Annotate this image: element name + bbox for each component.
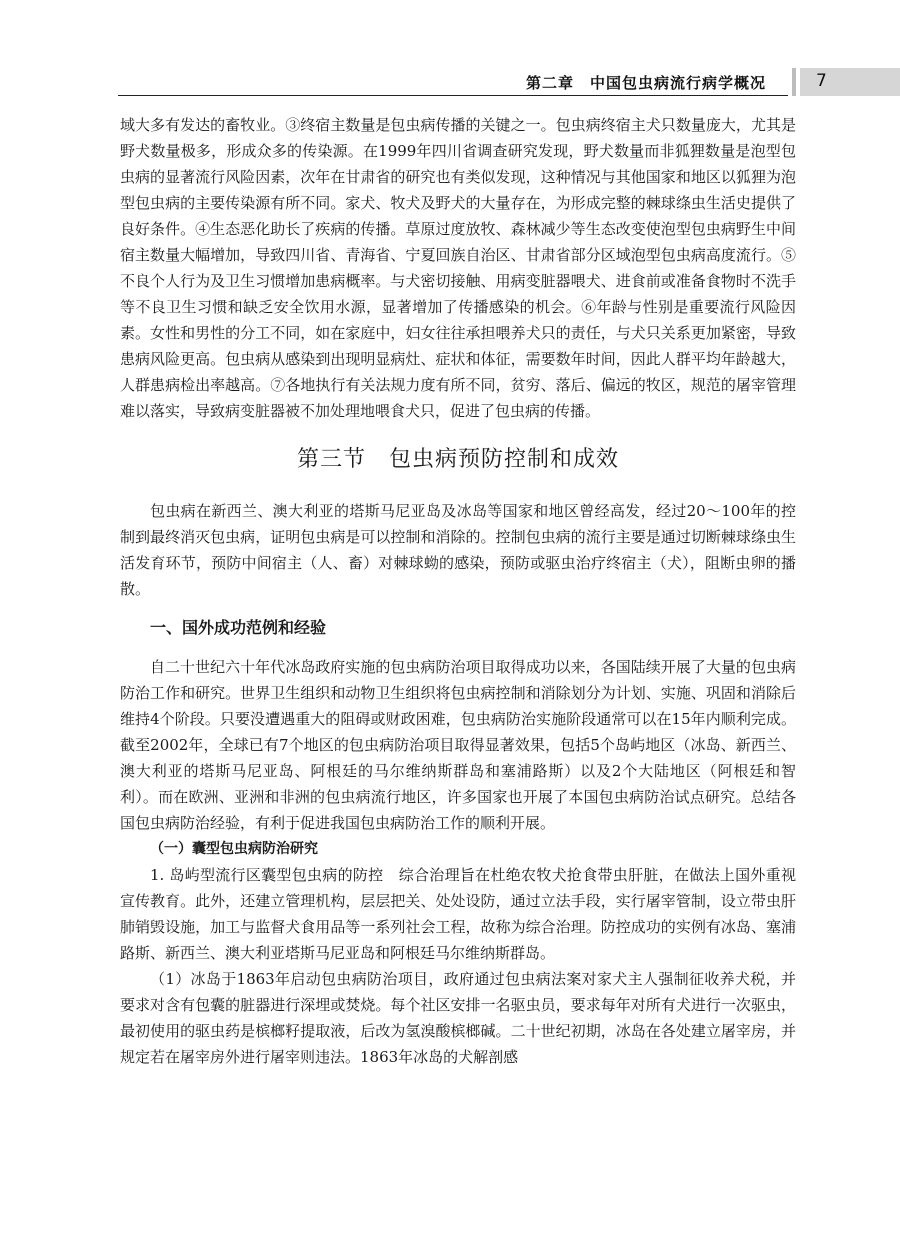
- subheading: 一、国外成功范例和经验: [150, 618, 327, 637]
- running-header: [0, 64, 900, 98]
- sub-subheading: （一）囊型包虫病防治研究: [150, 841, 318, 857]
- section-title: 第三节 包虫病预防控制和成效: [296, 447, 619, 472]
- page-tab-separator: [792, 68, 796, 96]
- chapter-title: 第二章 中国包虫病流行病学概况: [525, 74, 766, 92]
- body-paragraph: 包虫病在新西兰、澳大利亚的塔斯马尼亚岛及冰岛等国家和地区曾经高发，经过20～100年的控制到最终消灭包虫病，证明包虫病是可以控制和消除的。控制包虫病的流行主要是通过切断棘球绦虫生活发育环节，预防中间宿主（人、畜）对棘球蚴的感染，预防或驱虫治疗终宿主（犬），阻断虫卵的播散。: [120, 502, 796, 598]
- body-paragraph: 1. 岛屿型流行区囊型包虫病的防控 综合治理旨在杜绝农牧犬抢食带虫肝脏，在做法上国外重视宣传教育。此外，还建立管理机构，层层把关、处处设防，通过立法手段，实行屠宰管制，设立带虫肝肺销毁设施，加工与监督犬食用品等一系列社会工程，故称为综合治理。防控成功的实例有冰岛、塞浦路斯、新西兰、澳大利亚塔斯马尼亚岛和阿根廷马尔维纳斯群岛。: [120, 866, 796, 962]
- body-paragraph: 自二十世纪六十年代冰岛政府实施的包虫病防治项目取得成功以来，各国陆续开展了大量的包虫病防治工作和研究。世界卫生组织和动物卫生组织将包虫病控制和消除划分为计划、实施、巩固和消除后维持4个阶段。只要没遭遇重大的阻碍或财政困难，包虫病防治实施阶段通常可以在15年内顺利完成。截至2002年，全球已有7个地区的包虫病防治项目取得显著效果，包括5个岛屿地区（冰岛、新西兰、澳大利亚的塔斯马尼亚岛、阿根廷的马尔维纳斯群岛和塞浦路斯）以及2个大陆地区（阿根廷和智利）。而在欧洲、亚洲和非洲的包虫病流行地区，许多国家也开展了本国包虫病防治试点研究。总结各国包虫病防治经验，有利于促进我国包虫病防治工作的顺利开展。: [120, 658, 796, 832]
- body-paragraph: （1）冰岛于1863年启动包虫病防治项目，政府通过包虫病法案对家犬主人强制征收养犬税，并要求对含有包囊的脏器进行深埋或焚烧。每个社区安排一名驱虫员，要求每年对所有犬进行一次驱虫，最初使用的驱虫药是槟榔籽提取液，后改为氢溴酸槟榔碱。二十世纪初期，冰岛在各处建立屠宰房，并规定若在屠宰房外进行屠宰则违法。1863年冰岛的犬解剖感: [120, 970, 796, 1066]
- page-content: [120, 112, 796, 1070]
- page-number-tab: [800, 68, 900, 96]
- body-paragraph: 域大多有发达的畜牧业。③终宿主数量是包虫病传播的关键之一。包虫病终宿主犬只数量庞大，尤其是野犬数量极多，形成众多的传染源。在1999年四川省调查研究发现，野犬数量而非狐狸数量是泡型包虫病的显著流行风险因素，次年在甘肃省的研究也有类似发现，这种情况与其他国家和地区以狐狸为泡型包虫病的主要传染源有所不同。家犬、牧犬及野犬的大量存在，为形成完整的棘球绦虫生活史提供了良好条件。④生态恶化助长了疾病的传播。草原过度放牧、森林减少等生态改变使泡型包虫病野生中间宿主数量大幅增加，导致四川省、青海省、宁夏回族自治区、甘肃省部分区域泡型包虫病高度流行。⑤不良个人行为及卫生习惯增加患病概率。与犬密切接触、用病变脏器喂犬、进食前或准备食物时不洗手等不良卫生习惯和缺乏安全饮用水源，显著增加了传播感染的机会。⑥年龄与性别是重要流行风险因素。女性和男性的分工不同，如在家庭中，妇女往往承担喂养犬只的责任，与犬只关系更加紧密，导致患病风险更高。包虫病从感染到出现明显病灶、症状和体征，需要数年时间，因此人群平均年龄越大，人群患病检出率越高。⑦各地执行有关法规力度有所不同，贫穷、落后、偏远的牧区，规范的屠宰管理难以落实，导致病变脏器被不加处理地喂食犬只，促进了包虫病的传播。: [120, 116, 796, 420]
- page-number: 7: [816, 71, 827, 91]
- header-rule: [118, 95, 788, 96]
